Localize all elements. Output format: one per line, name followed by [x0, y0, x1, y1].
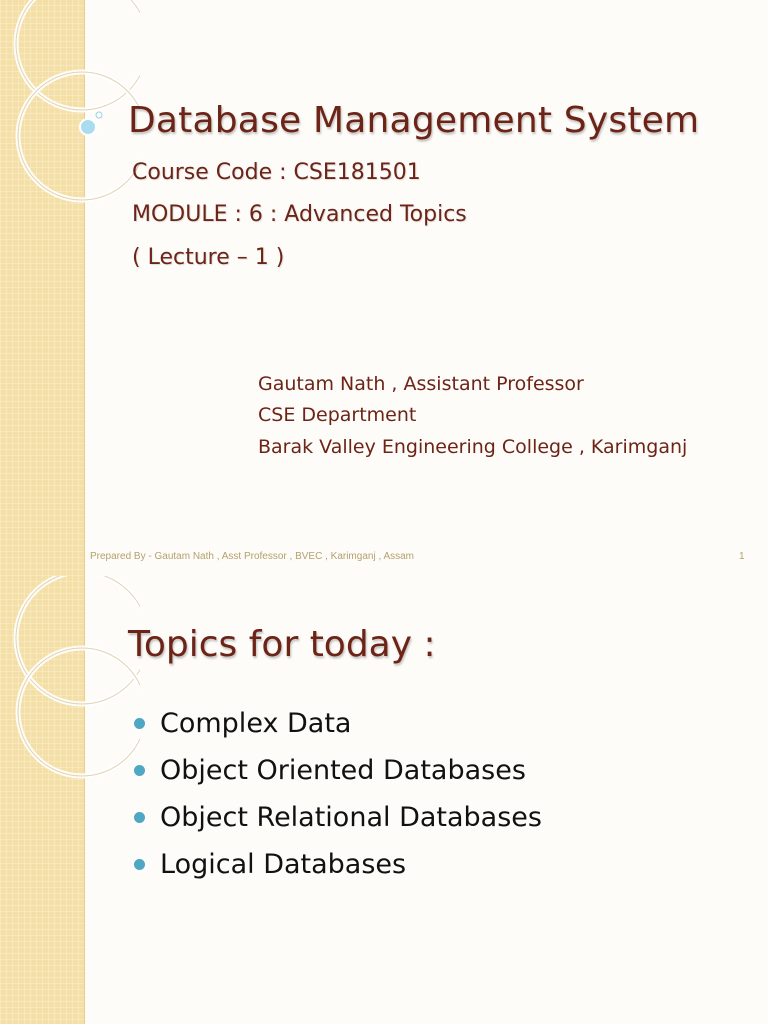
topic-label: Object Oriented Databases	[160, 755, 526, 786]
topic-label: Logical Databases	[160, 849, 407, 880]
bullet-icon	[134, 812, 145, 823]
list-item	[132, 794, 542, 841]
topic-label: Complex Data	[160, 708, 352, 739]
topics-title: Topics for today :	[128, 624, 436, 665]
list-item	[132, 700, 542, 747]
bullet-icon	[134, 765, 145, 776]
list-item	[132, 841, 542, 888]
bullet-icon	[134, 859, 145, 870]
module-title: MODULE : 6 : Advanced Topics	[132, 202, 467, 227]
college-line: Barak Valley Engineering College , Karimganj	[258, 436, 688, 458]
decorative-rings-icon	[0, 576, 140, 1024]
topic-label: Object Relational Databases	[160, 802, 542, 833]
department-line: CSE Department	[258, 404, 417, 426]
lecture-number: ( Lecture – 1 )	[132, 245, 285, 270]
bullet-icon	[134, 718, 145, 729]
list-item	[132, 747, 542, 794]
author-line: Gautam Nath , Assistant Professor	[258, 373, 584, 395]
page-number: 1	[739, 551, 745, 562]
topics-list	[132, 700, 542, 888]
decorative-rings-icon	[0, 0, 140, 576]
slide-footer: Prepared By - Gautam Nath , Asst Professor , BVEC , Karimganj , Assam	[90, 551, 415, 562]
slide-title: Database Management System	[128, 100, 700, 141]
course-code: Course Code : CSE181501	[132, 160, 421, 185]
topics-slide	[0, 576, 768, 1024]
